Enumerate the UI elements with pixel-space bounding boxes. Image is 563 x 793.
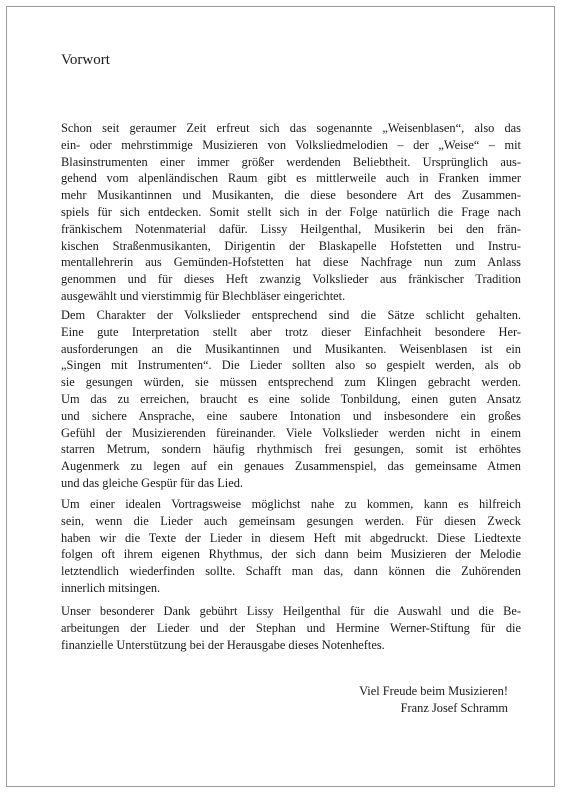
paragraph-line: Gefühl der Musizierenden füreinander. Viele Volkslieder werden nicht in einem (61, 425, 521, 440)
paragraph-line: haben wir die Texte der Lieder in diesem Heft mit abgedruckt. Diese Liedtexte (61, 530, 521, 545)
paragraph-line: ausgewählt und vierstimmig für Blechbläser eingerichtet. (61, 288, 346, 303)
paragraph-line: Unser besonderer Dank gebührt Lissy Heilgenthal für die Auswahl und die Be- (61, 604, 521, 618)
paragraph-line: Um das zu erreichen, braucht es eine solide Tonbildung, einen guten Ansatz (61, 391, 521, 406)
paragraph-line: folgen oft ihrem eigenen Rhythmus, der sich dann beim Musizieren der Melodie (61, 547, 521, 562)
paragraph-line: ein- oder mehrstimmige Musizieren von Volksliedmelodien – der „Weise“ – mit (61, 137, 521, 152)
paragraph-line: Blasinstrumenten einer immer größer werdenden Beliebtheit. Ursprünglich aus- (61, 154, 521, 169)
paragraph-line: spiels für sich entdecken. Somit stellt sich in der Folge natürlich die Frage nach (61, 204, 521, 219)
closing-signature: Franz Josef Schramm (400, 700, 508, 715)
paragraph-introduction (61, 120, 521, 305)
closing-block (359, 683, 508, 717)
paragraph-line: fränkischem Notenmaterial dafür. Lissy Heilgenthal, Musikerin bei den frän- (61, 221, 521, 236)
paragraph-line: Um einer idealen Vortragsweise möglichst nahe zu kommen, kann es hilfreich (61, 497, 521, 511)
paragraph-line: kischen Straßenmusikanten, Dirigentin der Blaskapelle Hofstetten und Instru- (61, 238, 521, 253)
paragraph-line: starren Metrum, sondern häufig rhythmisch frei gesungen, somit ist erhöhtes (61, 442, 521, 457)
paragraph-line: und sichere Ansprache, eine saubere Intonation und insbesondere ein großes (61, 408, 521, 423)
paragraph-line: finanzielle Unterstützung bei der Herausgabe dieses Notenheftes. (61, 637, 385, 652)
paragraph-line: ausforderungen an die Musikantinnen und Musikanten. Weisenblasen ist ein (61, 341, 521, 356)
paragraph-line: Eine gute Interpretation stellt aber trotz dieser Einfachheit besondere Her- (61, 324, 521, 339)
page-title: Vorwort (61, 52, 110, 68)
paragraph-line: und das gleiche Gespür für das Lied. (61, 475, 244, 490)
paragraph-character (61, 307, 521, 492)
paragraph-line: gehend vom alpenländischen Raum gibt es mittlerweile auch in Franken immer (61, 171, 521, 186)
paragraph-line: genommen und für dieses Heft zwanzig Volkslieder aus fränkischer Tradition (61, 272, 521, 287)
paragraph-line: Dem Charakter der Volkslieder entsprechend sind die Sätze schlicht gehalten. (61, 308, 521, 322)
paragraph-line: Schon seit geraumer Zeit erfreut sich das sogenannte „Weisenblasen“, also das (61, 121, 521, 135)
paragraph-line: arbeitungen der Lieder und der Stephan und Hermine Werner-Stiftung für die (61, 620, 521, 635)
paragraph-line: „Singen mit Instrumenten“. Die Lieder sollten also so gespielt werden, als ob (61, 358, 521, 373)
paragraph-line: sein, wenn die Lieder auch gemeinsam gesungen werden. Für diesen Zweck (61, 513, 521, 528)
paragraph-line: mentallehrerin aus Gemünden-Hofstetten hat diese Nachfrage nun zum Anlass (61, 255, 521, 270)
paragraph-line: sie gesungen würden, sie müssen entsprechend zum Klingen gebracht werden. (61, 375, 521, 390)
paragraph-line: innerlich mitsingen. (61, 580, 161, 595)
paragraph-performance (61, 496, 521, 597)
paragraph-thanks (61, 603, 521, 653)
paragraph-line: mehr Musikantinnen und Musikanten, die diese besondere Art des Zusammen- (61, 188, 521, 203)
document-page (6, 6, 555, 787)
closing-greeting: Viel Freude beim Musizieren! (359, 684, 508, 698)
paragraph-line: letztendlich wiederfinden sollte. Schafft man das, dann können die Zuhörenden (61, 564, 521, 579)
paragraph-line: Augenmerk zu legen auf ein genaues Zusammenspiel, das gemeinsame Atmen (61, 459, 521, 474)
